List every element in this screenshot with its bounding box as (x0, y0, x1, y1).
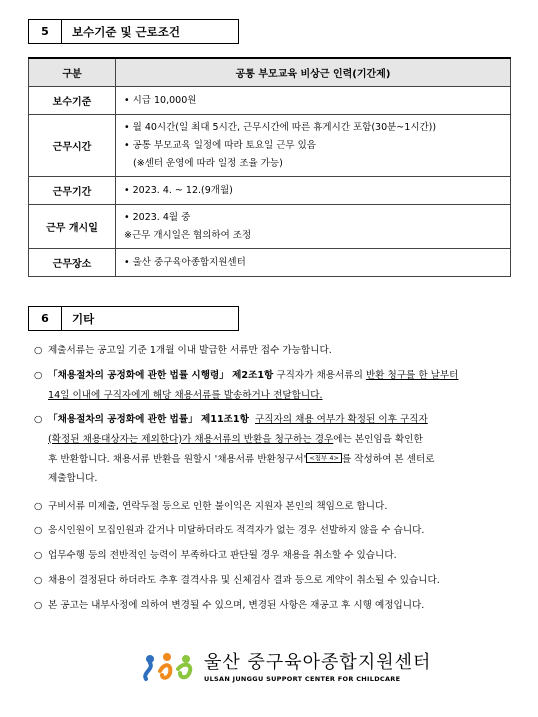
circle-bullet: ○ (34, 414, 43, 425)
circle-bullet: ○ (34, 600, 43, 611)
header-position: 공통 부모교육 비상근 인력(기간제) (116, 58, 511, 87)
center-logo (140, 648, 431, 683)
list-item: ○ 「채용절차의 공정화에 관한 법률」 제11조1항 구직자의 채용 여부가 확정된 이후 구직자 (확정된 채용대상자는 제외한다)가 채용서류의 반환을 청구하는 경우에는 본인임을 확인한 후 반환합니다. 채용서류 반환을 원할시 '채용서류 반환청구서' <첨부 4> 를 작성하여 본 센터로 제출합니다. (34, 410, 512, 489)
row-label: 근무기간 (29, 177, 116, 205)
row-line: ※근무 개시일은 협의하여 조정 (124, 229, 252, 241)
list-item: ○ 본 공고는 내부사정에 의하여 변경될 수 있으며, 변경된 사항은 재공고 후 시행 예정입니다. (34, 596, 512, 616)
list-item: ○ 채용이 결정된다 하더라도 추후 결격사유 및 신체검사 결과 등으로 계약이 취소될 수 있습니다. (34, 571, 512, 591)
conditions-table (28, 57, 511, 277)
center-name-ko: 울산 중구육아종합지원센터 (204, 652, 432, 673)
list-item: ○ 제출서류는 공고일 기준 1개월 이내 발급한 서류만 접수 가능합니다. (34, 341, 512, 361)
row-label: 근무시간 (29, 115, 116, 177)
section-number: 5 (28, 19, 62, 44)
list-item: ○ 업무수행 등의 전반적인 능력이 부족하다고 판단될 경우 채용을 취소할 수 있습니다. (34, 546, 512, 566)
header-category: 구분 (29, 58, 116, 87)
row-line: • 공통 부모교육 일정에 따라 토요일 근무 있음 (124, 139, 316, 151)
section-title: 기타 (62, 306, 239, 331)
table-row (29, 177, 511, 205)
section-5-header (28, 19, 239, 44)
circle-bullet: ○ (34, 550, 43, 561)
section-title: 보수기준 및 근로조건 (62, 19, 239, 44)
row-label: 근무장소 (29, 249, 116, 277)
row-line: • 시급 10,000원 (124, 94, 197, 106)
circle-bullet: ○ (34, 575, 43, 586)
list-item: ○ 「채용절차의 공정화에 관한 법률 시행령」 제2조1항 구직자가 채용서류의 반환 청구를 한 날부터 14일 이내에 구직자에게 해당 채용서류를 발송하거나 전달합니다. (34, 366, 512, 405)
table-row (29, 249, 511, 277)
circle-bullet: ○ (34, 345, 43, 356)
row-label: 근무 개시일 (29, 205, 116, 249)
list-item: ○ 응시인원이 모집인원과 같거나 미달하더라도 적격자가 없는 경우 선발하지 않을 수 습니다. (34, 521, 512, 541)
section-number: 6 (28, 306, 62, 331)
table-row (29, 87, 511, 115)
row-line: • 2023. 4. ~ 12.(9개월) (124, 184, 233, 196)
row-line: • 울산 중구육아종합지원센터 (124, 256, 246, 268)
row-line: • 월 40시간(일 최대 5시간, 근무시간에 따른 휴게시간 포함(30분~1시간)) (124, 121, 437, 133)
center-logo-mark-icon (140, 649, 198, 683)
attachment-tag: <첨부 4> (306, 453, 342, 463)
circle-bullet: ○ (34, 525, 43, 536)
circle-bullet: ○ (34, 370, 43, 381)
list-item: ○ 구비서류 미제출, 연락두절 등으로 인한 불이익은 지원자 본인의 책임으로 합니다. (34, 497, 512, 517)
row-line: • 2023. 4월 중 (124, 211, 191, 223)
row-line: (※센터 운영에 따라 일정 조율 가능) (133, 157, 283, 169)
table-header-row (29, 58, 511, 87)
table-row (29, 115, 511, 177)
circle-bullet: ○ (34, 501, 43, 512)
table-row (29, 205, 511, 249)
row-label: 보수기준 (29, 87, 116, 115)
section-6-header (28, 306, 239, 331)
center-name-en: ULSAN JUNGGU SUPPORT CENTER FOR CHILDCARE (204, 675, 401, 683)
